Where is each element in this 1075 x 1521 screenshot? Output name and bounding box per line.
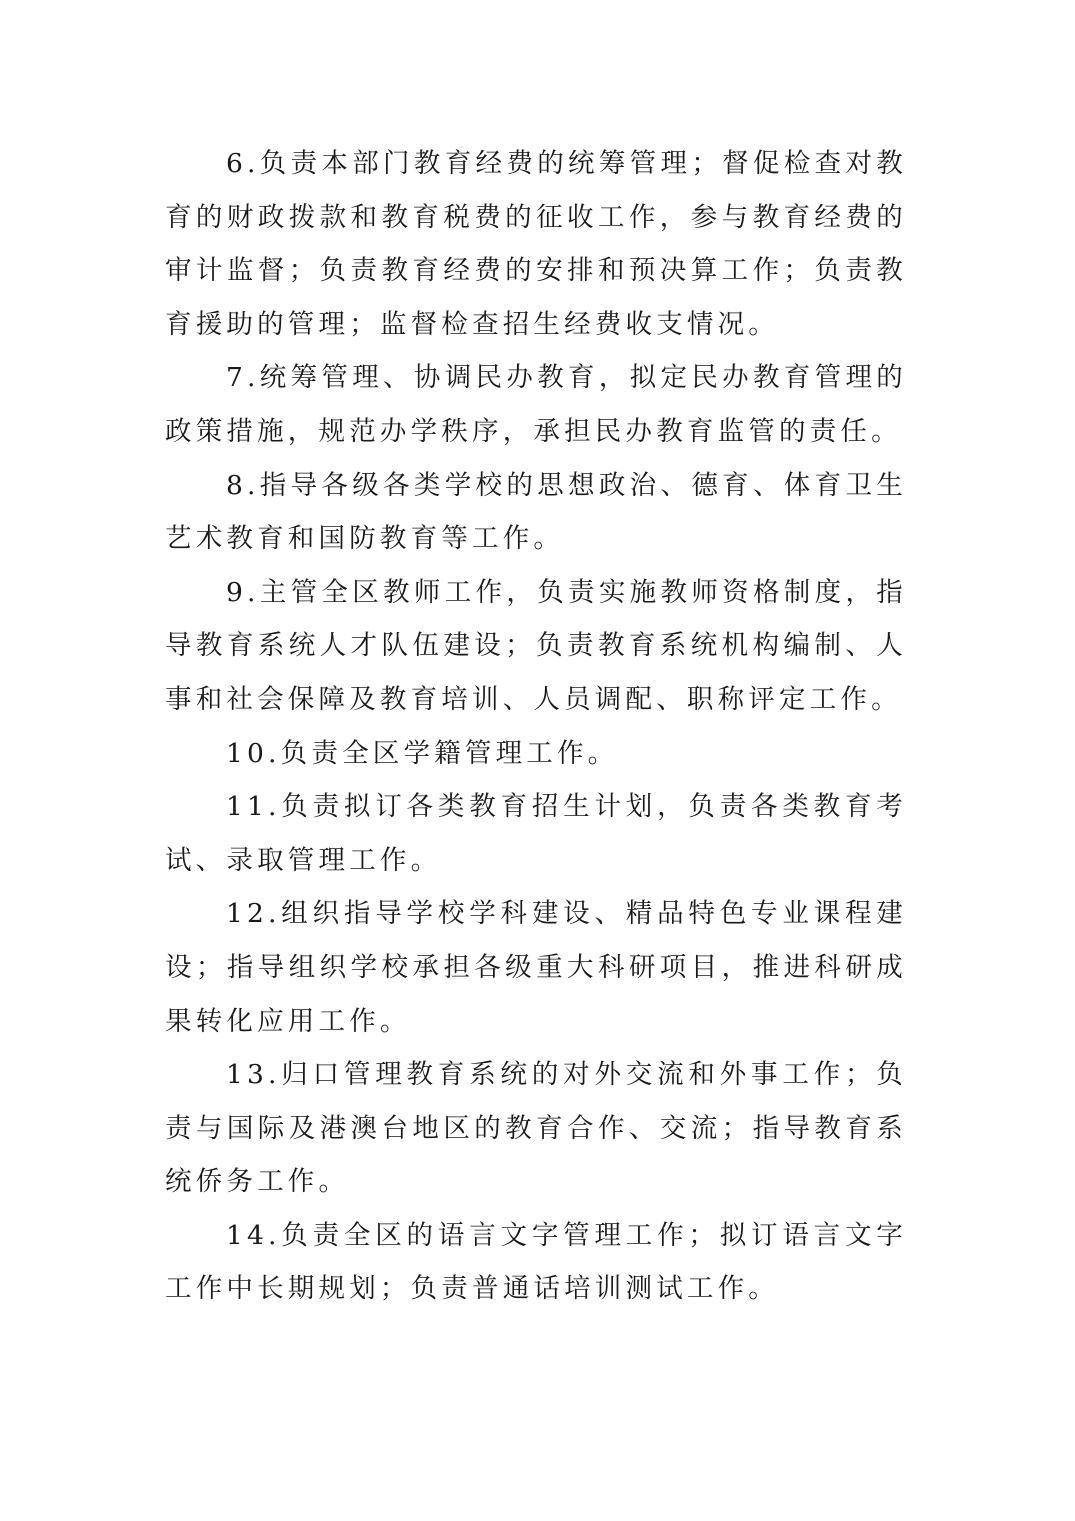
paragraph-item-14: 14.负责全区的语言文字管理工作；拟订语言文字工作中长期规划；负责普通话培训测试工作。 (165, 1219, 907, 1305)
paragraph-item-9: 9.主管全区教师工作，负责实施教师资格制度，指导教育系统人才队伍建设；负责教育系统机构编制、人事和社会保障及教育培训、人员调配、职称评定工作。 (165, 576, 907, 715)
paragraph-item-12: 12.组织指导学校学科建设、精品特色专业课程建设；指导组织学校承担各级重大科研项目，推进科研成果转化应用工作。 (165, 898, 907, 1037)
paragraph-item-10: 10.负责全区学籍管理工作。 (225, 737, 619, 769)
paragraph-item-11: 11.负责拟订各类教育招生计划，负责各类教育考试、录取管理工作。 (165, 791, 907, 876)
paragraph-item-13: 13.归口管理教育系统的对外交流和外事工作；负责与国际及港澳台地区的教育合作、交流；指导教育系统侨务工作。 (165, 1059, 907, 1198)
paragraph-item-6: 6.负责本部门教育经费的统筹管理；督促检查对教育的财政拨款和教育税费的征收工作，参与教育经费的审计监督；负责教育经费的安排和预决算工作；负责教育援助的管理；监督检查招生经费收支情况。 (165, 148, 907, 340)
document-body (165, 137, 907, 1316)
paragraph-item-7: 7.统筹管理、协调民办教育，拟定民办教育管理的政策措施，规范办学秩序，承担民办教育监管的责任。 (165, 362, 907, 447)
paragraph-item-8: 8.指导各级各类学校的思想政治、德育、体育卫生艺术教育和国防教育等工作。 (165, 469, 907, 555)
